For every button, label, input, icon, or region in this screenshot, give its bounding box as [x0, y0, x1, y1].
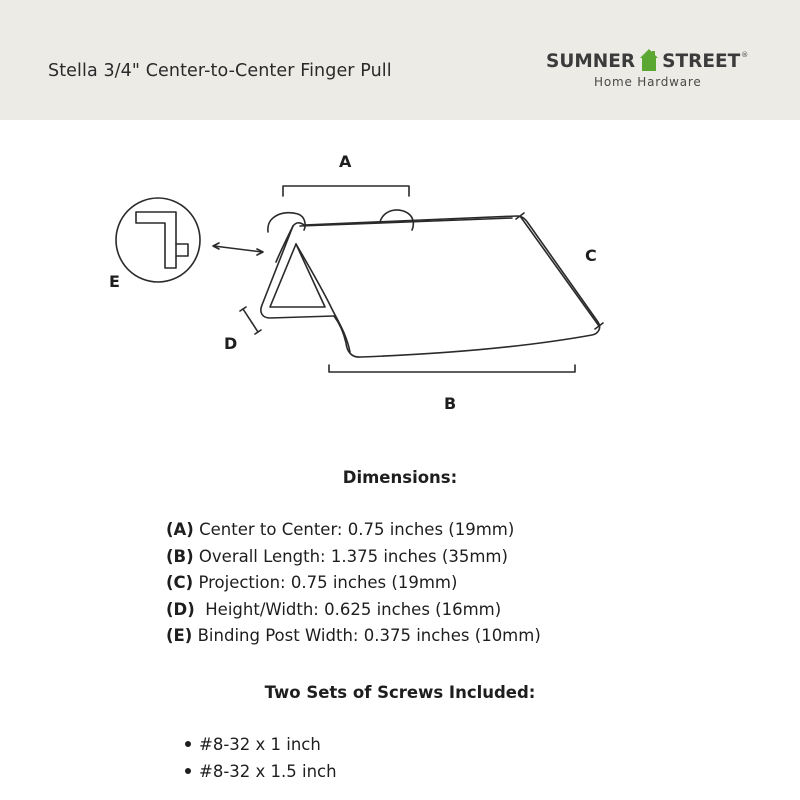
- binding-post-profile: [136, 212, 176, 268]
- dimension-text: Overall Length: 1.375 inches (35mm): [193, 546, 508, 566]
- dimension-item-a: [166, 520, 541, 547]
- dimension-item-b: [166, 547, 541, 574]
- dimensions-heading: Dimensions:: [342, 468, 458, 487]
- dimension-item-d: [166, 600, 541, 627]
- dimension-b-bracket: [329, 365, 575, 372]
- logo-word-street: STREET: [662, 51, 741, 72]
- dimension-item-c: [166, 573, 541, 600]
- dimension-text: Binding Post Width: 0.375 inches (10mm): [192, 626, 541, 645]
- dimension-key: (A): [166, 520, 194, 539]
- dimensions-list: [166, 520, 541, 653]
- header-banner: [0, 0, 800, 120]
- logo-wordmark: [546, 48, 748, 76]
- detail-pointer-line: [214, 246, 262, 252]
- dimension-d-line: [243, 309, 258, 332]
- screws-list: [185, 735, 337, 789]
- pull-front-face: [293, 216, 600, 357]
- pull-drawing: [0, 120, 800, 440]
- dimension-a-bracket: [283, 186, 409, 196]
- bullet-icon: [185, 768, 191, 774]
- screw-text: #8-32 x 1.5 inch: [199, 762, 337, 781]
- dimension-key: (B): [166, 546, 194, 566]
- registered-mark: ®: [741, 51, 749, 59]
- dimension-text: Height/Width: 0.625 inches (16mm): [194, 599, 502, 619]
- screws-heading: Two Sets of Screws Included:: [264, 683, 536, 702]
- binding-post-detail-circle: [116, 198, 200, 282]
- list-item: [185, 735, 337, 762]
- pull-diagram: [0, 120, 800, 440]
- dimension-key: (E): [166, 626, 193, 645]
- dimension-c-line: [520, 216, 599, 326]
- logo-subtitle: Home Hardware: [594, 75, 702, 89]
- product-title: Stella 3/4" Center-to-Center Finger Pull: [48, 61, 392, 81]
- label-c: C: [585, 246, 597, 265]
- screw-text: #8-32 x 1 inch: [199, 735, 321, 754]
- pull-inner-triangle: [270, 244, 325, 307]
- dimension-item-e: [166, 626, 541, 653]
- dimension-key: (C): [166, 573, 194, 592]
- dimension-text: Projection: 0.75 inches (19mm): [193, 573, 458, 592]
- dimension-key: (D): [166, 599, 195, 619]
- dimension-text: Center to Center: 0.75 inches (19mm): [193, 520, 515, 539]
- bullet-icon: [185, 741, 191, 747]
- label-e: E: [109, 272, 120, 291]
- brand-logo: [546, 48, 761, 94]
- list-item: [185, 762, 337, 789]
- label-d: D: [224, 334, 238, 353]
- pull-top-edge: [300, 218, 512, 226]
- binding-post-tab: [176, 244, 188, 256]
- label-b: B: [444, 394, 457, 413]
- logo-word-sumner: SUMNER: [546, 51, 636, 72]
- label-a: A: [339, 152, 352, 171]
